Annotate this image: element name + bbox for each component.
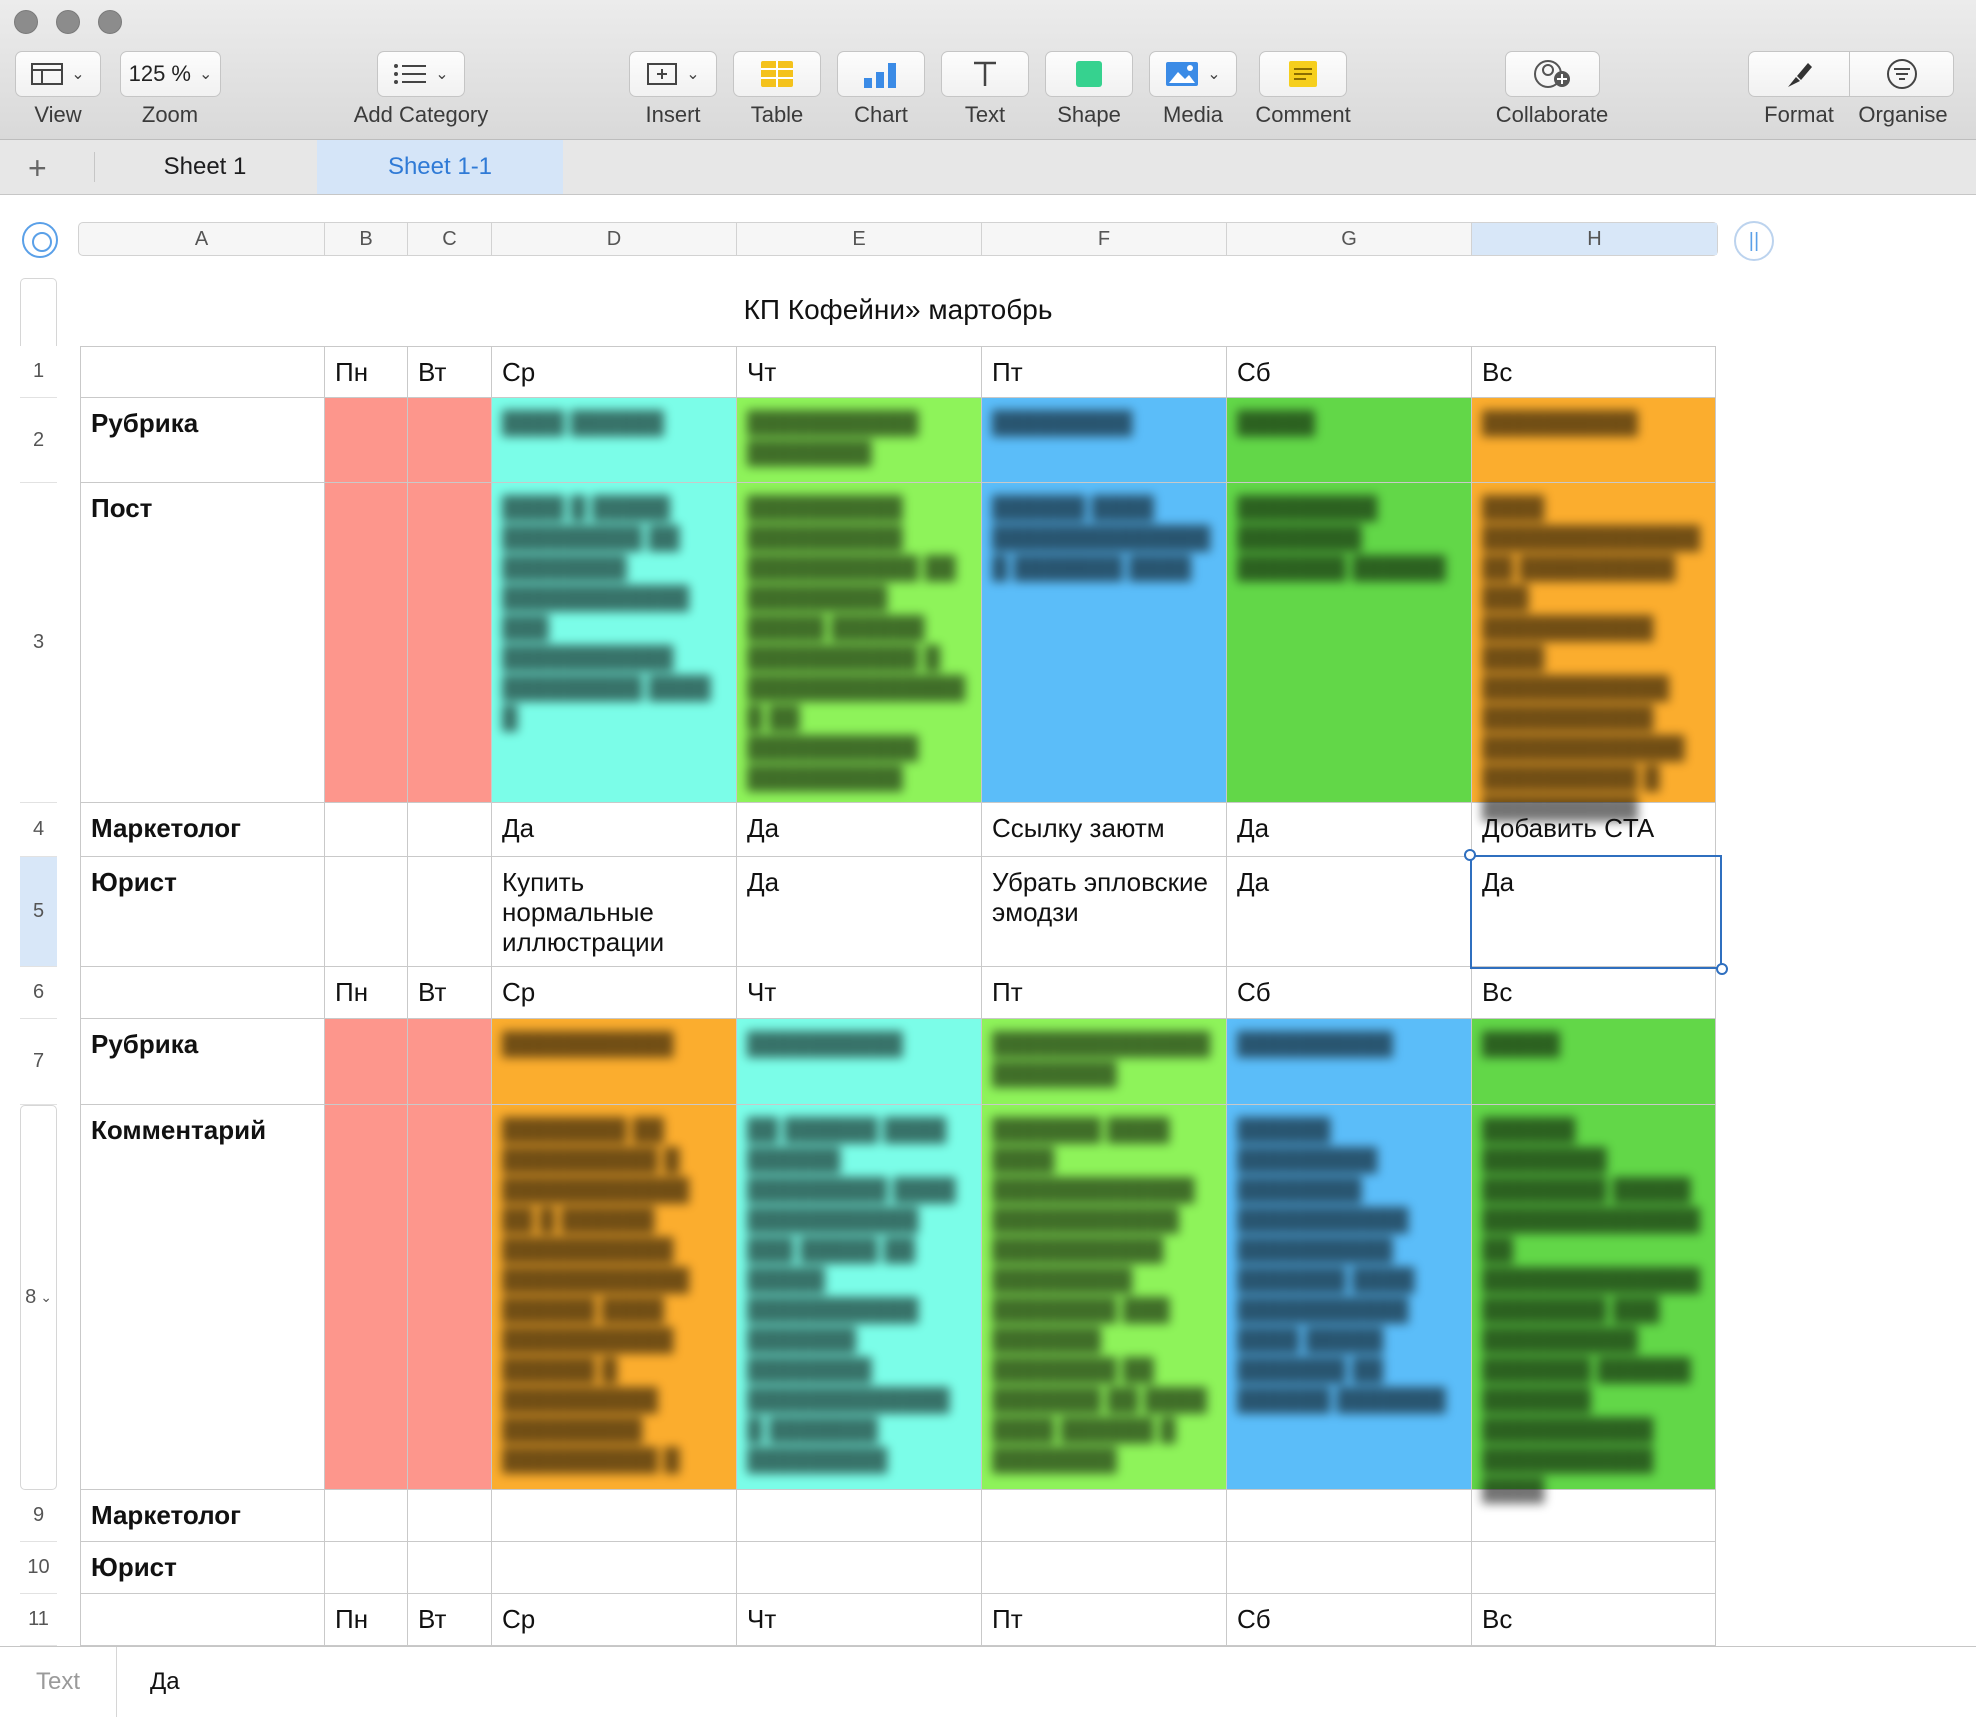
media-button[interactable]: [1149, 51, 1237, 97]
row-header-7[interactable]: 7: [20, 1019, 57, 1105]
cell-h5[interactable]: Да: [1472, 857, 1716, 967]
cell-b6[interactable]: Пн: [325, 967, 408, 1019]
chevron-down-icon: ⌄: [435, 66, 449, 83]
filter-icon: [1886, 58, 1918, 90]
cell-c11[interactable]: Вт: [408, 1594, 492, 1646]
add-sheet-icon[interactable]: +: [28, 150, 47, 186]
column-header-c[interactable]: C: [408, 223, 492, 255]
cell-a8[interactable]: Комментарий: [80, 1105, 325, 1490]
format-label: Format: [1764, 102, 1834, 127]
cell-b11[interactable]: Пн: [325, 1594, 408, 1646]
row-header-1[interactable]: 1: [20, 346, 57, 398]
redacted-text: ██████████: [1482, 410, 1638, 435]
select-table-handle[interactable]: [22, 222, 58, 258]
redacted-text: ████ █ █████ █████████ ██ ████████ ████████████ ███ ███████████ █████████ ████ █: [502, 495, 711, 730]
cell-f9[interactable]: [982, 1490, 1227, 1542]
cell-d1[interactable]: Ср: [492, 347, 737, 398]
column-header-d[interactable]: D: [492, 223, 737, 255]
text-button[interactable]: [941, 51, 1029, 97]
redacted-text: ███████████: [502, 1031, 674, 1056]
cell-a7[interactable]: Рубрика: [80, 1019, 325, 1105]
square-shape-icon: [1075, 60, 1103, 88]
column-header-bar: [78, 222, 1718, 256]
zoom-select[interactable]: [120, 51, 221, 97]
cell-g5[interactable]: Да: [1227, 857, 1472, 967]
cell-b1[interactable]: Пн: [325, 347, 408, 398]
comment-icon: [1288, 60, 1318, 88]
row-number-8: 8: [25, 1286, 37, 1308]
row-header-4[interactable]: 4: [20, 803, 57, 857]
chevron-down-icon: ⌄: [198, 66, 213, 83]
column-header-b[interactable]: B: [325, 223, 408, 255]
tab-sheet-1-1[interactable]: Sheet 1-1: [317, 140, 563, 194]
table-row: [80, 857, 1716, 967]
redacted-text: █████████: [992, 410, 1133, 435]
cell-a5[interactable]: Юрист: [80, 857, 325, 967]
chevron-down-icon: ⌄: [686, 66, 700, 83]
close-window-button[interactable]: [14, 10, 38, 34]
redacted-text: ████ ██████: [502, 410, 664, 435]
spreadsheet-table: [80, 346, 1716, 1646]
redacted-text: ██████████: [1237, 1031, 1393, 1056]
column-header-g[interactable]: G: [1227, 223, 1472, 255]
format-button[interactable]: [1748, 51, 1850, 97]
paintbrush-icon: [1784, 59, 1814, 89]
cell-e5[interactable]: Да: [737, 857, 982, 967]
row-header-8[interactable]: [20, 1105, 57, 1490]
cell-g1[interactable]: Сб: [1227, 347, 1472, 398]
cell-a4[interactable]: Маркетолог: [80, 803, 325, 857]
row-header-10[interactable]: 10: [20, 1542, 57, 1594]
cell-h7[interactable]: [1472, 1019, 1716, 1105]
cell-a3[interactable]: Пост: [80, 483, 325, 803]
redacted-text: █████: [1237, 410, 1315, 435]
cell-a9[interactable]: Маркетолог: [80, 1490, 325, 1542]
cell-c9[interactable]: [408, 1490, 492, 1542]
table-label: Table: [750, 102, 804, 127]
cell-f5[interactable]: Убрать эпловские эмодзи: [982, 857, 1227, 967]
zoom-label: Zoom: [141, 102, 199, 127]
row-header-2[interactable]: 2: [20, 398, 57, 483]
text-label: Text: [964, 102, 1006, 127]
cell-f7[interactable]: [982, 1019, 1227, 1105]
add-category-label: Add Category: [353, 102, 489, 127]
chart-label: Chart: [854, 102, 908, 127]
chevron-down-icon: ⌄: [71, 66, 85, 83]
cell-d5[interactable]: Купить нормальные иллюстрации: [492, 857, 737, 967]
cell-b9[interactable]: [325, 1490, 408, 1542]
column-header-f[interactable]: F: [982, 223, 1227, 255]
cell-a6[interactable]: [80, 967, 325, 1019]
redacted-text: ████████ ██ ██████████ █ ████████████ ██ █ ██████ ███████████ ████████████ ██████ ████ ███████████ ██████ █ ██████████ █████████ ██████████ █: [502, 1117, 690, 1472]
cell-c5[interactable]: [408, 857, 492, 967]
cell-h8[interactable]: [1472, 1105, 1716, 1502]
cell-f11[interactable]: Пт: [982, 1594, 1227, 1646]
cell-a2[interactable]: Рубрика: [80, 398, 325, 483]
cell-e1[interactable]: Чт: [737, 347, 982, 398]
cell-h6[interactable]: Вс: [1472, 967, 1716, 1019]
chevron-down-icon: ⌄: [40, 1289, 52, 1305]
toolbar: [0, 0, 1976, 140]
column-header-h[interactable]: H: [1472, 223, 1717, 255]
row-header-9[interactable]: 9: [20, 1490, 57, 1542]
cell-f8[interactable]: [982, 1105, 1227, 1490]
organise-button[interactable]: [1850, 51, 1954, 97]
cell-f3[interactable]: [982, 483, 1227, 803]
formula-bar: [0, 1646, 1976, 1716]
cell-d4[interactable]: Да: [492, 803, 737, 857]
cell-d11[interactable]: Ср: [492, 1594, 737, 1646]
redacted-text: ██████████ ██████████ ███████████ ██ █████████ █████ ██████ ███████████ █ ███████████████ ██ ███████████ ██████████: [747, 495, 966, 790]
minimize-window-button[interactable]: [56, 10, 80, 34]
column-header-e[interactable]: E: [737, 223, 982, 255]
redacted-text: ██████████████ ████████: [992, 1031, 1211, 1086]
cell-f10[interactable]: [982, 1542, 1227, 1594]
collaborate-label: Collaborate: [1495, 102, 1609, 127]
sheet-tab-bar: [0, 140, 1976, 195]
cell-e8[interactable]: [737, 1105, 982, 1490]
cell-c1[interactable]: Вт: [408, 347, 492, 398]
cell-b5[interactable]: [325, 857, 408, 967]
cell-d7[interactable]: [492, 1019, 737, 1105]
cell-c7[interactable]: [408, 1019, 492, 1105]
cell-e10[interactable]: [737, 1542, 982, 1594]
redacted-text: ██████ ████████ ████████ █████ ████████████████ ██████████████ ████████ ███ ██████████ ███████ ██████ ███████ ███████████ ███████████ ████: [1482, 1117, 1701, 1502]
table-row: [80, 1490, 1716, 1542]
row-header-3[interactable]: 3: [20, 483, 57, 803]
cell-h2[interactable]: [1472, 398, 1716, 483]
cell-h3[interactable]: [1472, 483, 1716, 820]
row-header-11[interactable]: 11: [20, 1594, 57, 1646]
cell-h10[interactable]: [1472, 1542, 1716, 1594]
cell-e9[interactable]: [737, 1490, 982, 1542]
redacted-text: ██████ █████████ ████████ ███████████ ██████████ ███████ ████ ███████████ ████ █████ ███████ ██ ██████ ███████: [1237, 1117, 1446, 1412]
table-row: [80, 967, 1716, 1019]
cell-e6[interactable]: Чт: [737, 967, 982, 1019]
cell-c2[interactable]: [408, 398, 492, 483]
cell-d6[interactable]: Ср: [492, 967, 737, 1019]
table-button[interactable]: [733, 51, 821, 97]
add-person-icon: [1532, 59, 1574, 89]
table-row: [80, 398, 1716, 483]
formula-bar-cell-type: Text: [0, 1647, 117, 1717]
cell-a1[interactable]: [80, 347, 325, 398]
table-icon: [760, 60, 794, 88]
formula-bar-value[interactable]: Да: [150, 1668, 180, 1695]
cell-c6[interactable]: Вт: [408, 967, 492, 1019]
sidebar-view-icon: [31, 63, 63, 85]
cell-f2[interactable]: [982, 398, 1227, 483]
redacted-text: █████: [1482, 1031, 1560, 1056]
insert-button[interactable]: [629, 51, 717, 97]
bar-chart-icon: [863, 60, 899, 88]
cell-g4[interactable]: Да: [1227, 803, 1472, 857]
shape-button[interactable]: [1045, 51, 1133, 97]
row-header-6[interactable]: 6: [20, 967, 57, 1019]
cell-h11[interactable]: Вс: [1472, 1594, 1716, 1646]
comment-label: Comment: [1255, 102, 1351, 127]
list-icon: [393, 62, 427, 86]
media-label: Media: [1163, 102, 1223, 127]
cell-g6[interactable]: Сб: [1227, 967, 1472, 1019]
row-header-5[interactable]: 5: [20, 857, 57, 967]
column-header-a[interactable]: A: [79, 223, 325, 255]
cell-g9[interactable]: [1227, 1490, 1472, 1542]
cell-e7[interactable]: [737, 1019, 982, 1105]
redacted-text: ██████████: [747, 1031, 903, 1056]
zoom-value: 125 %: [128, 61, 191, 86]
table-row: [80, 803, 1716, 857]
redacted-text: ███████ ████ ████ █████████████ ████████████ ███████████ █████████ ████████ ███ ███████ ████████ ██ ███████ ██ ████ ████ ██████ █ ████████: [992, 1117, 1207, 1472]
comment-button[interactable]: [1259, 51, 1347, 97]
cell-f4[interactable]: Ссылку заютм: [982, 803, 1227, 857]
redacted-text: ████ ██████████████ ██ ██████████ ███ ███████████ ████ ████████████ ███████████ █████████████ ██████████ █ ██████████: [1482, 495, 1701, 820]
collaborate-button[interactable]: [1505, 51, 1600, 97]
cell-f1[interactable]: Пт: [982, 347, 1227, 398]
redacted-text: ██████ ████ ███████████████ ███████ ████: [992, 495, 1211, 580]
cell-d3[interactable]: [492, 483, 737, 803]
cell-a11[interactable]: [80, 1594, 325, 1646]
cell-f6[interactable]: Пт: [982, 967, 1227, 1019]
view-button[interactable]: [15, 51, 101, 97]
cell-b8[interactable]: [325, 1105, 408, 1490]
cell-c4[interactable]: [408, 803, 492, 857]
cell-h1[interactable]: Вс: [1472, 347, 1716, 398]
table-row: [80, 1105, 1716, 1502]
cell-b4[interactable]: [325, 803, 408, 857]
cell-e3[interactable]: [737, 483, 982, 803]
redacted-text: ███████████ ████████: [747, 410, 919, 465]
cell-c3[interactable]: [408, 483, 492, 803]
table-row: [80, 1019, 1716, 1105]
cell-g3[interactable]: [1227, 483, 1472, 803]
table-title[interactable]: КП Кофейни» мартобрь: [743, 294, 1053, 325]
zoom-window-button[interactable]: [98, 10, 122, 34]
cell-d2[interactable]: [492, 398, 737, 483]
cell-c8[interactable]: [408, 1105, 492, 1490]
text-icon: [971, 60, 999, 88]
table-row: [80, 483, 1716, 820]
table-row: [80, 346, 1716, 398]
cell-g2[interactable]: [1227, 398, 1472, 483]
chevron-down-icon: ⌄: [1207, 66, 1221, 83]
cell-g11[interactable]: Сб: [1227, 1594, 1472, 1646]
cell-c10[interactable]: [408, 1542, 492, 1594]
view-label: View: [34, 102, 82, 127]
cell-g8[interactable]: [1227, 1105, 1472, 1490]
cell-b10[interactable]: [325, 1542, 408, 1594]
insert-label: Insert: [645, 102, 701, 127]
selection-handle-bottom-right[interactable]: [1716, 963, 1728, 975]
table-row: [80, 1542, 1716, 1594]
cell-e11[interactable]: Чт: [737, 1594, 982, 1646]
shape-label: Shape: [1057, 102, 1121, 127]
tab-sheet-1[interactable]: Sheet 1: [163, 153, 247, 180]
cell-a10[interactable]: Юрист: [80, 1542, 325, 1594]
organise-label: Organise: [1858, 102, 1948, 127]
cell-d10[interactable]: [492, 1542, 737, 1594]
photo-icon: [1165, 61, 1199, 87]
redacted-text: █████████ ████████ ███████ ██████: [1237, 495, 1446, 580]
cell-h9[interactable]: [1472, 1490, 1716, 1542]
row-header-strip: [20, 278, 57, 1648]
table-row: [80, 1594, 1716, 1646]
cell-d9[interactable]: [492, 1490, 737, 1542]
cell-e4[interactable]: Да: [737, 803, 982, 857]
cell-g7[interactable]: [1227, 1019, 1472, 1105]
add-category-button[interactable]: [377, 51, 465, 97]
redacted-text: ██ ██████ ████ ██████ █████████ ████ ███████████ ███ █████ ██ █████ ███████████ ███████ ████████ █████████████ █ ███████ █████████: [747, 1117, 956, 1472]
cell-e2[interactable]: [737, 398, 982, 483]
cell-b7[interactable]: [325, 1019, 408, 1105]
chart-button[interactable]: [837, 51, 925, 97]
cell-g10[interactable]: [1227, 1542, 1472, 1594]
cell-b2[interactable]: [325, 398, 408, 483]
freeze-columns-icon[interactable]: ||: [1734, 221, 1774, 261]
cell-d8[interactable]: [492, 1105, 737, 1490]
cell-h4[interactable]: Добавить CTA: [1472, 803, 1716, 857]
cell-b3[interactable]: [325, 483, 408, 803]
insert-icon: [646, 61, 678, 87]
